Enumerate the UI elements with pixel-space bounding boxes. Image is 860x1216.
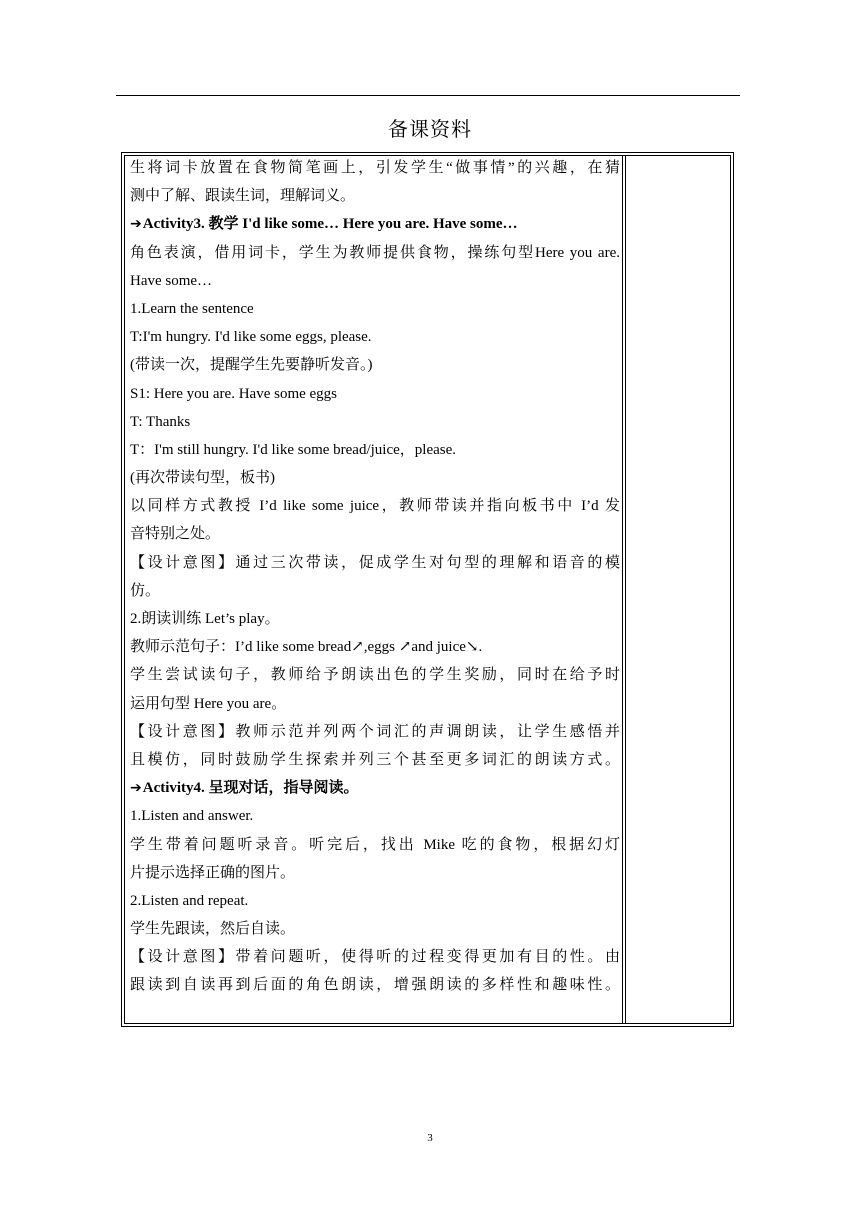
line-text: 学生尝试读句子，教师给予朗读出色的学生奖励，同时在给予时 <box>130 667 620 684</box>
text-line <box>130 267 620 295</box>
line-text: (再次带读句型，板书) <box>130 470 275 487</box>
text-line <box>130 351 620 379</box>
line-text: 【设计意图】带着问题听，使得听的过程变得更加有目的性。由 <box>130 949 620 966</box>
line-text: 且模仿，同时鼓励学生探索并列三个甚至更多词汇的朗读方式。 <box>130 751 620 768</box>
line-text: 生将词卡放置在食物简笔画上，引发学生“做事情”的兴趣，在猜 <box>130 160 620 176</box>
text-line <box>130 492 620 520</box>
line-text: 学生带着问题听录音。听完后，找出 Mike 吃的食物，根据幻灯 <box>130 836 620 853</box>
text-line <box>130 520 620 548</box>
line-text: 学生先跟读，然后自读。 <box>130 921 296 938</box>
line-text: S1: Here you are. Have some eggs <box>130 385 338 402</box>
line-text: 测中了解、跟读生词，理解词义。 <box>130 188 356 205</box>
line-text: 【设计意图】通过三次带读，促成学生对句型的理解和语音的模 <box>130 554 620 571</box>
text-line <box>130 971 620 999</box>
line-text: 1.Learn the sentence <box>130 300 254 317</box>
line-text: 运用句型 Here you are。 <box>130 695 287 712</box>
line-text: 跟读到自读再到后面的角色朗读，增强朗读的多样性和趣味性。 <box>130 977 620 994</box>
text-line <box>130 605 620 633</box>
header-rule <box>116 95 740 96</box>
line-text: T:I'm hungry. I'd like some eggs, please. <box>130 329 372 346</box>
line-text: 仿。 <box>130 582 161 599</box>
text-line <box>130 943 620 971</box>
text-line <box>130 323 620 351</box>
line-text: 【设计意图】教师示范并列两个词汇的声调朗读，让学生感悟并 <box>130 723 620 740</box>
column-divider <box>622 155 623 1024</box>
arrow-right-icon: ➔ <box>130 216 142 233</box>
text-line <box>130 746 620 774</box>
line-text: 教师示范句子：I’d like some bread↗,eggs ↗and juice↘. <box>130 639 483 656</box>
text-line <box>130 718 620 746</box>
line-text: (带读一次，提醒学生先要静听发音。) <box>130 357 373 374</box>
activity-heading <box>130 210 620 238</box>
line-text: 2.Listen and repeat. <box>130 892 249 909</box>
text-line <box>130 182 620 210</box>
line-text: Activity4. 呈现对话，指导阅读。 <box>142 780 359 797</box>
text-line <box>130 831 620 859</box>
line-text: T：I'm still hungry. I'd like some bread/juice，please. <box>130 441 457 458</box>
text-line <box>130 802 620 830</box>
line-text: 片提示选择正确的图片。 <box>130 864 296 881</box>
text-line <box>130 549 620 577</box>
text-line <box>130 380 620 408</box>
text-line <box>130 436 620 464</box>
arrow-right-icon: ➔ <box>130 780 142 797</box>
text-line <box>130 577 620 605</box>
column-divider-double <box>625 155 626 1024</box>
line-text: 音特别之处。 <box>130 526 221 543</box>
lesson-content-cell <box>130 154 620 1000</box>
text-line <box>130 661 620 689</box>
line-text: 1.Listen and answer. <box>130 808 254 825</box>
text-line <box>130 154 620 182</box>
text-line <box>130 859 620 887</box>
line-text: 2.朗读训练 Let’s play。 <box>130 611 280 627</box>
page-number: 3 <box>427 1132 433 1144</box>
text-line <box>130 633 620 661</box>
page-header-title: 备课资料 <box>388 117 472 141</box>
text-line <box>130 239 620 267</box>
text-line <box>130 295 620 323</box>
text-line <box>130 464 620 492</box>
text-line <box>130 690 620 718</box>
text-line <box>130 408 620 436</box>
activity-heading <box>130 774 620 802</box>
line-text: 以同样方式教授 I’d like some juice，教师带读并指向板书中 I’d 发 <box>130 498 620 515</box>
line-text: Have some… <box>130 272 213 289</box>
line-text: 角色表演，借用词卡，学生为教师提供食物，操练句型Here you are. <box>130 244 620 261</box>
line-text: T: Thanks <box>130 413 191 430</box>
text-line <box>130 887 620 915</box>
text-line <box>130 915 620 943</box>
line-text: Activity3. 教学 I'd like some… Here you are. Have some… <box>142 216 518 233</box>
